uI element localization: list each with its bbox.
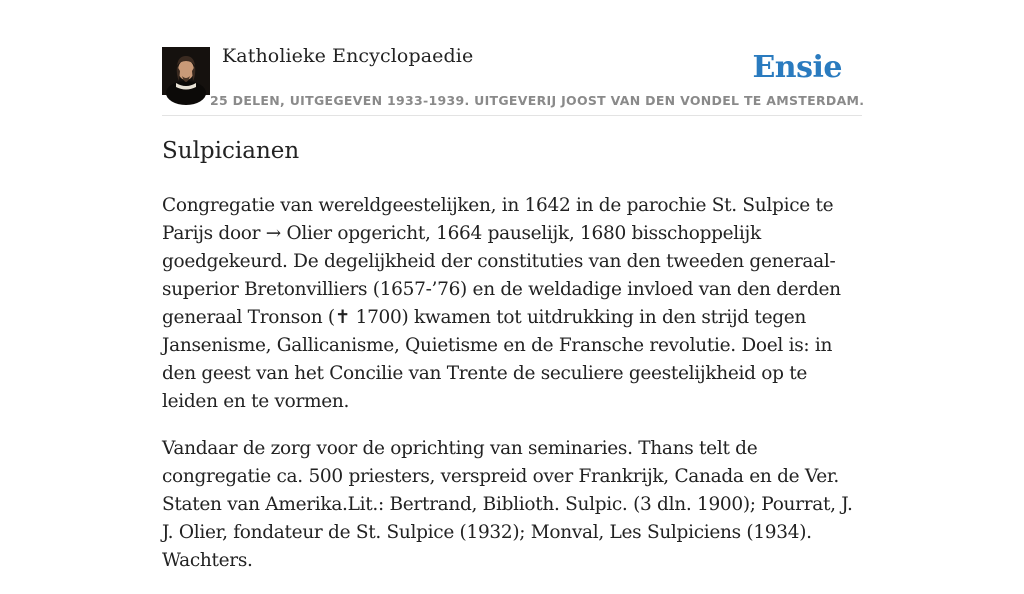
author-avatar[interactable] [162,47,210,95]
site-title[interactable]: Katholieke Encyclopaedie [222,45,474,67]
article-paragraph: Congregatie van wereldgeestelijken, in 1642 in de parochie St. Sulpice te Parijs door → Olier opgericht, 1664 pauselijk, 1680 bisschoppelijk goedgekeurd. De degelijkheid der constituties van den tweeden generaal-superior Bretonvilliers (1657-’76) en de weldadige invloed van den derden generaal Tronson (✝ 1700) kwamen tot uitdrukking in den strijd tegen Jansenisme, Gallicanisme, Quietisme en de Fransche revolutie. Doel is: in den geest van het Concilie van Trente de seculiere geestelijkheid op te leiden en te vormen. [162,195,841,412]
article-body [162,192,862,594]
page-title: Sulpicianen [162,138,300,164]
portrait-avatar-icon [162,47,210,95]
brand-logo[interactable]: Ensie [752,50,842,85]
article-paragraph: Vandaar de zorg voor de oprichting van seminaries. Thans telt de congregatie ca. 500 priesters, verspreid over Frankrijk, Canada en de Ver. Staten van Amerika.Lit.: Bertrand, Biblioth. Sulpic. (3 dln. 1900); Pourrat, J. J. Olier, fondateur de St. Sulpice (1932); Monval, Les Sulpiciens (1934). Wachters. [162,438,853,571]
header-divider [162,115,862,116]
publication-subtitle: 25 DELEN, UITGEGEVEN 1933-1939. UITGEVERIJ JOOST VAN DEN VONDEL TE AMSTERDAM. [210,93,865,108]
